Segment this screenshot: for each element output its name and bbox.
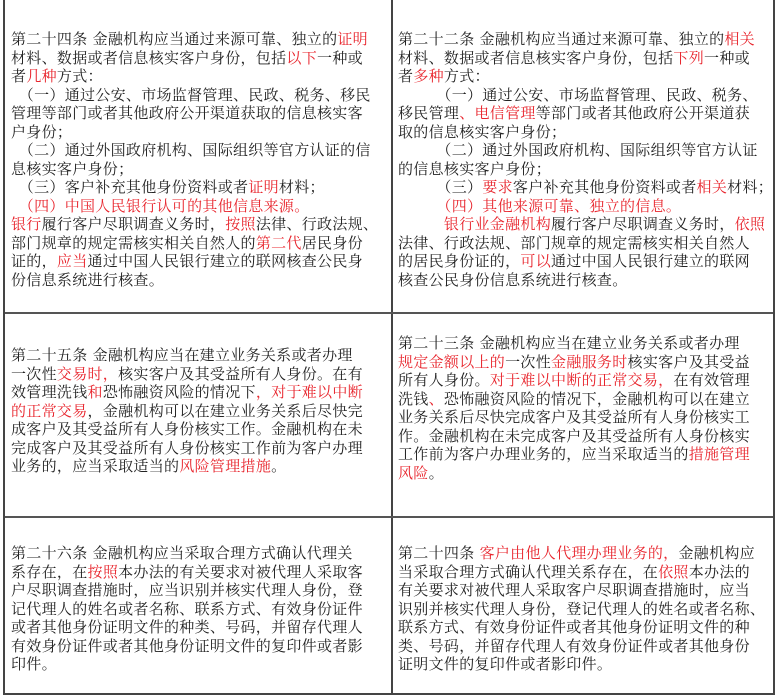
text-line [11, 655, 389, 674]
article-text: 证的， [11, 252, 57, 270]
text-line [398, 581, 776, 600]
highlighted-change-text: 第二代 [255, 233, 302, 252]
article-text: 。 [428, 463, 444, 482]
cell-old-article-26 [11, 544, 389, 674]
article-text: 本办法的有关要求对被代理人采取客 [118, 562, 363, 581]
comparison-table [3, 0, 775, 695]
highlighted-change-text: 相关 [696, 178, 728, 196]
text-line [398, 353, 776, 372]
text-line [398, 408, 776, 427]
text-line [11, 160, 389, 179]
text-line [398, 123, 776, 142]
article-text: 恐怖融资风险的情况下，金融机构可以在建立 [443, 389, 750, 408]
article-text: 法律、行政法规、部门规章的规定需核实相关自然人 [398, 233, 750, 252]
article-text: 部门规章的规定需核实相关自然人的 [11, 233, 256, 252]
text-line [11, 49, 389, 68]
text-line [398, 637, 776, 656]
article-text: ，金融机构可以在建立业务关系后尽快完 [87, 401, 363, 420]
highlighted-change-text: 多种 [413, 67, 444, 85]
article-text: 客户补充其他身份资料或者 [512, 178, 697, 196]
highlighted-change-text: 依照 [734, 215, 766, 233]
text-line [398, 464, 776, 483]
text-line [398, 563, 776, 582]
article-text: 完成客户及其受益所有人身份核实工作前为客户办理 [11, 438, 363, 457]
text-line [398, 445, 776, 464]
text-line [11, 439, 389, 458]
article-text: 第二十四条 [398, 544, 480, 562]
cell-new-article-23 [398, 334, 776, 482]
article-text: 本办法的 [688, 562, 750, 581]
text-line [398, 104, 776, 123]
column-divider [391, 0, 393, 693]
article-text: 者 [11, 67, 27, 85]
highlighted-change-text: 按照 [225, 215, 256, 233]
text-line [11, 123, 389, 142]
article-text: 作。金融机构在未完成客户及其受益所有人身份核实 [398, 426, 750, 445]
text-line [398, 215, 776, 234]
article-text: 材料； [727, 178, 774, 196]
text-line [11, 252, 389, 271]
text-line [398, 67, 776, 86]
text-line [398, 30, 776, 49]
text-line [398, 141, 776, 160]
article-text: 有效身份证件或者其他身份证明文件的复印件或者影 [11, 636, 363, 655]
text-line [398, 271, 776, 290]
text-line [11, 365, 389, 384]
text-line [11, 637, 389, 656]
text-line [11, 402, 389, 421]
highlighted-change-text: 以下 [286, 48, 318, 67]
article-text: 联系方式、有效身份证件或者其他身份证明文件的种 [398, 618, 750, 636]
article-text: 所有人身份。 [398, 371, 490, 389]
article-text: （三） [398, 178, 483, 196]
article-text: 核查公民身份信息系统进行核查。 [398, 270, 628, 289]
article-text: 材料； [278, 178, 325, 196]
text-line [11, 104, 389, 123]
article-text: 恐怖融资风险的情况下 [102, 383, 256, 401]
highlighted-change-text: 规定金额以上的 [398, 352, 506, 371]
cell-old-article-25 [11, 346, 389, 476]
text-line [11, 600, 389, 619]
text-line [398, 618, 776, 637]
article-text: 核实客户及其受益所有人身份。在有 [118, 364, 363, 383]
text-line [398, 252, 776, 271]
highlighted-change-text: 银行业金融机构 [443, 215, 552, 233]
text-line [11, 581, 389, 600]
article-text: 者 [398, 67, 414, 85]
text-line [11, 457, 389, 476]
highlighted-change-text: 下列 [673, 48, 705, 67]
cell-old-article-24 [11, 30, 389, 289]
article-text: 履行客户尽职调查义务时， [41, 215, 226, 233]
highlighted-change-text: 、 [428, 389, 444, 408]
article-text: 在有效管理 [673, 371, 750, 389]
article-text: 一次性 [505, 352, 552, 371]
text-line [398, 600, 776, 619]
cell-new-article-22 [398, 30, 776, 289]
article-text: 材料、数据或者信息核实客户身份，包括 [11, 48, 287, 67]
highlighted-change-text: 证明 [337, 30, 368, 48]
article-text: 成客户及其受益所有人身份核实工作。金融机构在未 [11, 420, 363, 438]
highlighted-change-text: 按照 [87, 562, 119, 581]
text-line [398, 334, 776, 353]
article-text: 洗钱 [398, 389, 429, 408]
highlighted-change-text: （四）其他来源可靠、独立的信息。 [398, 196, 682, 215]
article-text: （二）通过外国政府机构、国际组织等官方认证的信 [11, 141, 371, 159]
highlighted-change-text: 风险 [398, 463, 429, 482]
cell-new-article-24 [398, 544, 776, 674]
row-divider [5, 312, 773, 314]
article-text: 有关要求对被代理人采取客户尽职调查措施时，应当 [398, 581, 750, 599]
highlighted-change-text: 措施管理 [688, 445, 750, 463]
text-line [398, 197, 776, 216]
highlighted-change-text: 金融服务时 [551, 352, 628, 371]
article-text: 户身份； [11, 122, 73, 141]
text-line [398, 371, 776, 390]
article-text: 履行客户尽职调查义务时， [551, 215, 735, 233]
text-line [398, 160, 776, 179]
text-line [398, 49, 776, 68]
highlighted-change-text: 银行 [11, 215, 42, 233]
text-line [11, 271, 389, 290]
article-text: （一）通过公安、市场监督管理、民政、税务、移民 [11, 85, 371, 104]
article-text: 的信息核实客户身份； [398, 159, 552, 178]
highlighted-change-text: 和 [87, 383, 103, 401]
article-text: 份信息系统进行核查。 [11, 270, 165, 289]
text-line [11, 420, 389, 439]
highlighted-change-text: 几种 [26, 67, 57, 85]
article-text: 管理等部门或者其他政府公开渠道获取的信息核实客 [11, 104, 363, 122]
article-text: 核实客户及其受益 [627, 352, 750, 371]
article-text: 一种或 [317, 48, 363, 67]
highlighted-change-text: 应当 [56, 252, 88, 270]
article-text: 方式： [443, 67, 490, 85]
article-text: 识别并核实代理人身份，登记代理人的姓名或者名称、 [398, 599, 766, 618]
highlighted-change-text: （四）中国人民银行认可的其他信息来源。 [11, 196, 310, 215]
article-text: 第二十六条 金融机构应当采取合理方式确认代理关 [11, 544, 353, 562]
highlighted-change-text: 的正常交易 [11, 401, 88, 420]
text-line [398, 178, 776, 197]
highlighted-change-text: 、电信管理 [459, 104, 536, 122]
text-line [11, 346, 389, 365]
highlighted-change-text: 依照 [658, 562, 689, 581]
text-line [11, 544, 389, 563]
article-text: （一）通过公安、市场监督管理、民政、税务、 [398, 85, 758, 104]
article-text: 。 [271, 457, 287, 475]
highlighted-change-text: 交易时， [56, 364, 119, 383]
article-text: 方式： [56, 67, 103, 85]
highlighted-change-text: 证明 [248, 178, 279, 196]
article-text: （三）客户补充其他身份资料或者 [11, 178, 249, 196]
highlighted-change-text: 对于难以中断的正常交易， [489, 371, 674, 389]
text-line [11, 141, 389, 160]
article-text: 第二十五条 金融机构应当在建立业务关系或者办理 [11, 346, 353, 364]
text-line [11, 86, 389, 105]
text-line [11, 383, 389, 402]
article-text: 第二十二条 金融机构应当通过来源可靠、独立的 [398, 30, 725, 48]
text-line [11, 30, 389, 49]
highlighted-change-text: 要求 [482, 178, 513, 196]
highlighted-change-text: 可以 [520, 252, 552, 270]
article-text: 第二十四条 金融机构应当通过来源可靠、独立的 [11, 30, 338, 48]
article-text: 材料、数据或者信息核实客户身份，包括 [398, 48, 674, 67]
article-text: 类、号码，并留存代理人有效身份证件或者其他身份 [398, 636, 750, 655]
text-line [11, 197, 389, 216]
article-text: 通过中国人民银行建立的联网 [551, 252, 750, 270]
article-text: 效管理洗钱 [11, 383, 88, 401]
highlighted-change-text: 风险管理措施 [179, 457, 272, 475]
article-text: 户尽职调查措施时，应当识别并核实代理人身份，登 [11, 581, 363, 599]
highlighted-change-text: 客户由他人代理办理业务的， [479, 544, 679, 562]
article-text: 证明文件的复印件或者影印件。 [398, 655, 613, 673]
article-text: 记代理人的姓名或者名称、联系方式、有效身份证件 [11, 599, 363, 618]
article-text [398, 215, 444, 233]
article-text: 印件。 [11, 655, 57, 673]
article-text: 通过中国人民银行建立的联网核查公民身 [87, 252, 363, 270]
article-text: 等部门或者其他政府公开渠道获 [535, 104, 750, 122]
article-text: 的居民身份证的， [398, 252, 521, 270]
article-text: 居民身份 [301, 233, 363, 252]
article-text: 业务的，应当采取适当的 [11, 457, 180, 475]
article-text: 法律、行政法规、 [255, 215, 379, 233]
text-line [11, 215, 389, 234]
article-text: 第二十三条 金融机构应当在建立业务关系或者办理 [398, 334, 740, 352]
text-line [11, 618, 389, 637]
article-text: （二）通过外国政府机构、国际组织等官方认证 [398, 141, 758, 159]
article-text: 工作前为客户办理业务的，应当采取适当的 [398, 445, 689, 463]
text-line [11, 563, 389, 582]
text-line [398, 234, 776, 253]
row-divider [5, 516, 773, 518]
text-line [398, 655, 776, 674]
article-text: 系存在，在 [11, 562, 88, 581]
article-text: 或者其他身份证明文件的种类、号码，并留存代理人 [11, 618, 363, 636]
text-line [11, 67, 389, 86]
article-text: 移民管理 [398, 104, 460, 122]
highlighted-change-text: ，对于难以中断 [255, 383, 363, 401]
text-line [11, 234, 389, 253]
article-text: 取的信息核实客户身份； [398, 122, 567, 141]
text-line [398, 86, 776, 105]
text-line [398, 544, 776, 563]
article-text: 业务关系后尽快完成客户及其受益所有人身份核实工 [398, 408, 750, 426]
article-text: 当采取合理方式确认代理关系存在，在 [398, 562, 659, 581]
article-text: 一种或 [704, 48, 750, 67]
article-text: 一次性 [11, 364, 57, 383]
text-line [398, 390, 776, 409]
text-line [11, 178, 389, 197]
article-text: 金融机构应 [678, 544, 755, 562]
text-line [398, 427, 776, 446]
article-text: 息核实客户身份； [11, 159, 134, 178]
highlighted-change-text: 相关 [724, 30, 755, 48]
